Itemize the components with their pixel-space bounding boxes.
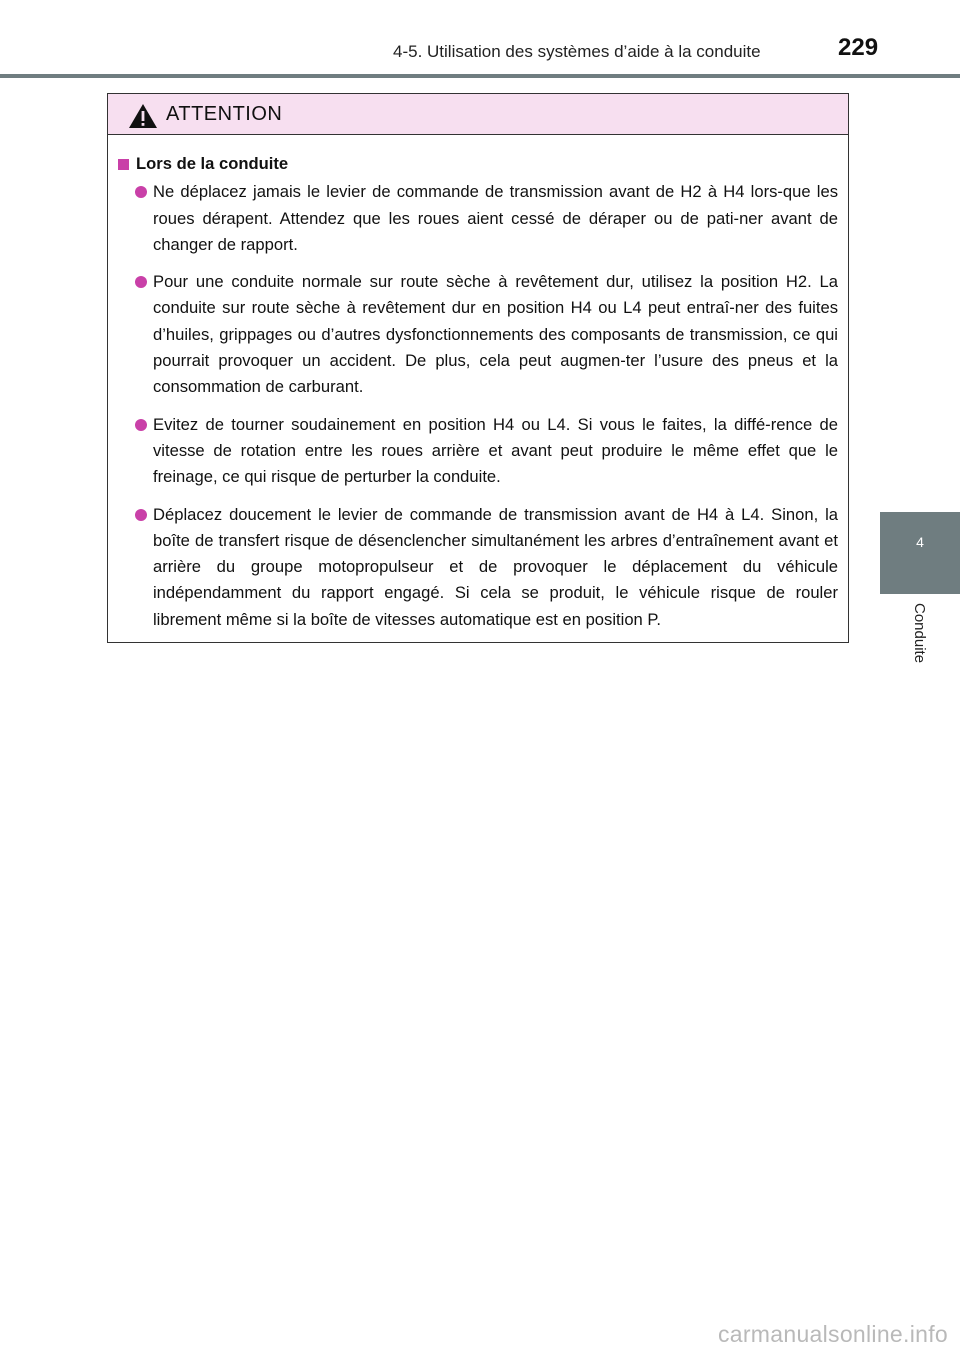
warning-item	[118, 502, 838, 633]
bullet-dot-icon	[135, 186, 147, 198]
attention-header	[108, 94, 848, 135]
chapter-label: Conduite	[911, 603, 928, 664]
warning-item	[118, 412, 838, 491]
attention-title: ATTENTION	[166, 103, 283, 125]
bullet-dot-icon	[135, 509, 147, 521]
attention-body	[108, 135, 848, 633]
warning-item-text: Pour une conduite normale sur route sèche à revêtement dur, utilisez la position H2. La conduite sur route sèche à revêtement dur en position H4 ou L4 peut entraî-ner des fuites d’huiles, grippages ou d’autres dysfonctionnements des composants de transmission, ce qui pourrait provoquer un accident. De plus, cela peut augmen-ter l’usure des pneus et la consommation de carburant.	[153, 272, 838, 397]
chapter-tab	[880, 512, 960, 594]
watermark: carmanualsonline.info	[717, 1321, 948, 1347]
warning-item-text: Déplacez doucement le levier de commande de transmission avant de H4 à L4. Sinon, la boîte de transfert risque de désenclencher simultanément les arbres d’entraînement avant et arrière du groupe motopropulseur et de provoquer le déplacement du véhicule indépendamment du rapport engagé. Si cela se produit, le véhicule risque de rouler librement même si la boîte de vitesses automatique est en position P.	[153, 504, 838, 629]
header-rule	[0, 74, 960, 78]
chapter-number: 4	[916, 534, 924, 550]
warning-triangle-icon	[128, 103, 158, 129]
attention-box	[107, 93, 849, 643]
bullet-dot-icon	[135, 276, 147, 288]
warning-item	[118, 269, 838, 400]
section-heading-text: Lors de la conduite	[136, 154, 289, 173]
running-header-section: 4-5. Utilisation des systèmes d’aide à la conduite	[393, 42, 761, 61]
warning-item-text: Ne déplacez jamais le levier de commande de transmission avant de H2 à H4 lors-que les roues dérapent. Attendez que les roues aient cessé de déraper ou de pati-ner avant de changer de rapport.	[153, 182, 838, 254]
page-number: 229	[838, 34, 879, 61]
warning-item	[118, 179, 838, 258]
bullet-dot-icon	[135, 419, 147, 431]
section-heading	[118, 151, 838, 177]
square-bullet-icon	[118, 159, 129, 170]
warning-item-text: Evitez de tourner soudainement en position H4 ou L4. Si vous le faites, la diffé-rence de vitesse de rotation entre les roues arrière et avant peut produire le même effet que le freinage, ce qui risque de perturber la conduite.	[153, 414, 838, 487]
